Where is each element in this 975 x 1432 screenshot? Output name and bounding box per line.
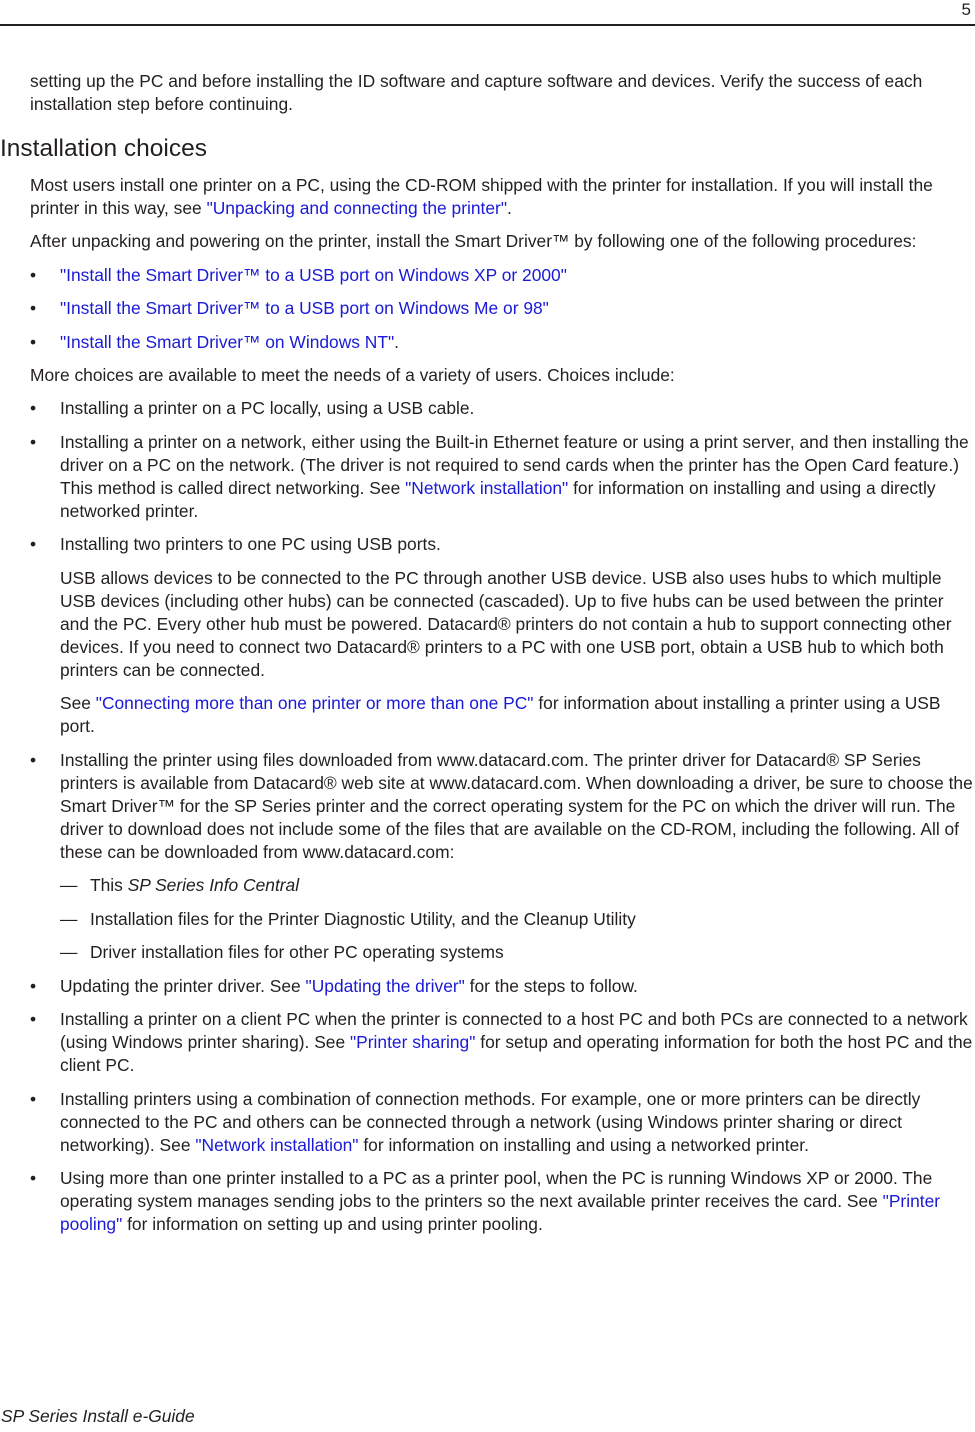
page-content (0, 70, 975, 1236)
dash-text: Installation files for the Printer Diagnostic Utility, and the Cleanup Utility (90, 908, 636, 929)
intro-paragraph: setting up the PC and before installing the ID software and capture software and devices. Verify the success of each installation step before continuing. (30, 71, 923, 114)
list-item (30, 533, 975, 738)
list-item (30, 1008, 975, 1077)
choice-text: Updating the printer driver. See (60, 975, 306, 996)
choices-list (30, 397, 975, 1236)
choice-text: for information on setting up and using printer pooling. (122, 1214, 543, 1234)
dash-item (60, 874, 975, 897)
page-number: 5 (961, 0, 971, 19)
bullet-icon: • (30, 431, 37, 452)
list-item (30, 975, 975, 998)
footer-title: SP Series Install e-Guide (1, 1406, 195, 1426)
dash-text: Driver installation files for other PC operating systems (90, 942, 504, 962)
dash-icon: — (60, 908, 78, 929)
bullet-icon: • (30, 749, 37, 770)
choice-text: for information on installing and using a directly networked printer. (60, 477, 936, 521)
link-network-installation-2[interactable]: "Network installation" (195, 1134, 359, 1155)
choice-text: for setup and operating information for both the host PC and the client PC. (60, 1032, 973, 1075)
choice-text: Installing the printer using files downloaded from www.datacard.com. The printer driver for Datacard® SP Series printers is available from Datacard® web site at www.datacard.com. When downloading a driver, be sure to choose the Smart Driver™ for the SP Series printer and the correct operating system for the PC on which the driver will run. The driver to download does not include some of the files that are available on the CD-ROM, including the following. All of these can be downloaded from www.datacard.com: (60, 749, 973, 862)
bullet-icon: • (30, 1168, 37, 1188)
bullet-icon: • (30, 331, 37, 352)
bullet-icon: • (30, 398, 37, 418)
paragraph-cdrom (30, 174, 975, 220)
list-item (30, 264, 975, 287)
choice-text: Installing a printer on a client PC when the printer is connected to a host PC and both PCs are connected to a network (using Windows printer sharing). See (60, 1009, 968, 1052)
list-item (30, 1088, 975, 1157)
choice-text: Installing a printer on a PC locally, using a USB cable. (60, 398, 475, 418)
link-printer-pooling[interactable]: "Printer pooling" (60, 1191, 941, 1234)
section-heading: Installation choices (0, 135, 208, 162)
link-network-installation[interactable]: "Network installation" (405, 477, 569, 498)
dash-icon: — (60, 875, 78, 895)
paragraph-choices-intro: More choices are available to meet the needs of a variety of users. Choices include: (30, 364, 675, 385)
procedure-list (30, 264, 975, 354)
list-item (30, 331, 975, 354)
dash-item (60, 941, 975, 964)
choice-text: See (60, 693, 96, 713)
dash-text-italic: SP Series Info Central (127, 875, 300, 895)
link-unpacking[interactable]: "Unpacking and connecting the printer" (206, 198, 508, 218)
link-connecting-more[interactable]: "Connecting more than one printer or more than one PC" (95, 693, 534, 713)
link-install-me-98[interactable]: "Install the Smart Driver™ to a USB port on Windows Me or 98" (60, 298, 549, 318)
dash-text: This (90, 875, 128, 895)
dash-item (60, 908, 975, 931)
usb-hub-paragraph: USB allows devices to be connected to the PC through another USB device. USB also uses hubs to which multiple USB devices (including other hubs) can be connected (cascaded). Up to five hubs can be used between the printer and the PC. Every other hub must be powered. Datacard® printers do not contain a hub to support connecting other devices. If you need to connect two Datacard® printers to a PC with one USB port, obtain a USB hub to which both printers can be connected. (60, 567, 952, 680)
bullet-icon: • (30, 298, 37, 318)
choice-text: for information on installing and using a networked printer. (358, 1134, 809, 1155)
dash-icon: — (60, 942, 78, 962)
list-item (30, 1167, 975, 1236)
link-install-nt[interactable]: "Install the Smart Driver™ on Windows NT" (60, 331, 395, 352)
list-item (30, 431, 975, 523)
link-printer-sharing[interactable]: "Printer sharing" (349, 1032, 476, 1052)
usb-see-paragraph (60, 692, 975, 738)
bullet-icon: • (30, 534, 37, 554)
paragraph-end: . (507, 198, 512, 218)
paragraph-text: Most users install one printer on a PC, using the CD-ROM shipped with the printer for installation. If you will install the printer in this way, see (30, 175, 933, 218)
link-updating-driver[interactable]: "Updating the driver" (305, 975, 465, 996)
choice-text: for the steps to follow. (464, 975, 638, 996)
list-end: . (394, 331, 400, 352)
list-item (30, 749, 975, 965)
choice-text: Installing two printers to one PC using USB ports. (60, 534, 441, 554)
choice-text: Installing a printer on a network, either using the Built-in Ethernet feature or using a print server, and then installing the driver on a PC on the network. (The driver is not required to send cards when the printer has the Open Card feature.) This method is called direct networking. See (60, 431, 969, 498)
list-item (30, 297, 975, 320)
bullet-icon: • (30, 975, 37, 996)
header-rule (0, 24, 975, 26)
download-files-list (60, 874, 975, 964)
choice-text: Installing printers using a combination of connection methods. For example, one or more printers can be directly connected to the PC and others can be connected through a network (using Windows printer sharing or direct networking). See (60, 1088, 921, 1155)
paragraph-smart-driver: After unpacking and powering on the printer, install the Smart Driver™ by following one of the following procedures: (30, 231, 917, 251)
list-item (30, 397, 975, 420)
bullet-icon: • (30, 1088, 37, 1109)
choice-text: Using more than one printer installed to a PC as a printer pool, when the PC is running Windows XP or 2000. The operating system manages sending jobs to the printers so the next available printer receives the card. See (60, 1168, 933, 1211)
choice-text: for information about installing a printer using a USB port. (60, 693, 941, 736)
bullet-icon: • (30, 264, 37, 285)
bullet-icon: • (30, 1009, 37, 1029)
link-install-xp-2000[interactable]: "Install the Smart Driver™ to a USB port on Windows XP or 2000" (60, 264, 567, 285)
